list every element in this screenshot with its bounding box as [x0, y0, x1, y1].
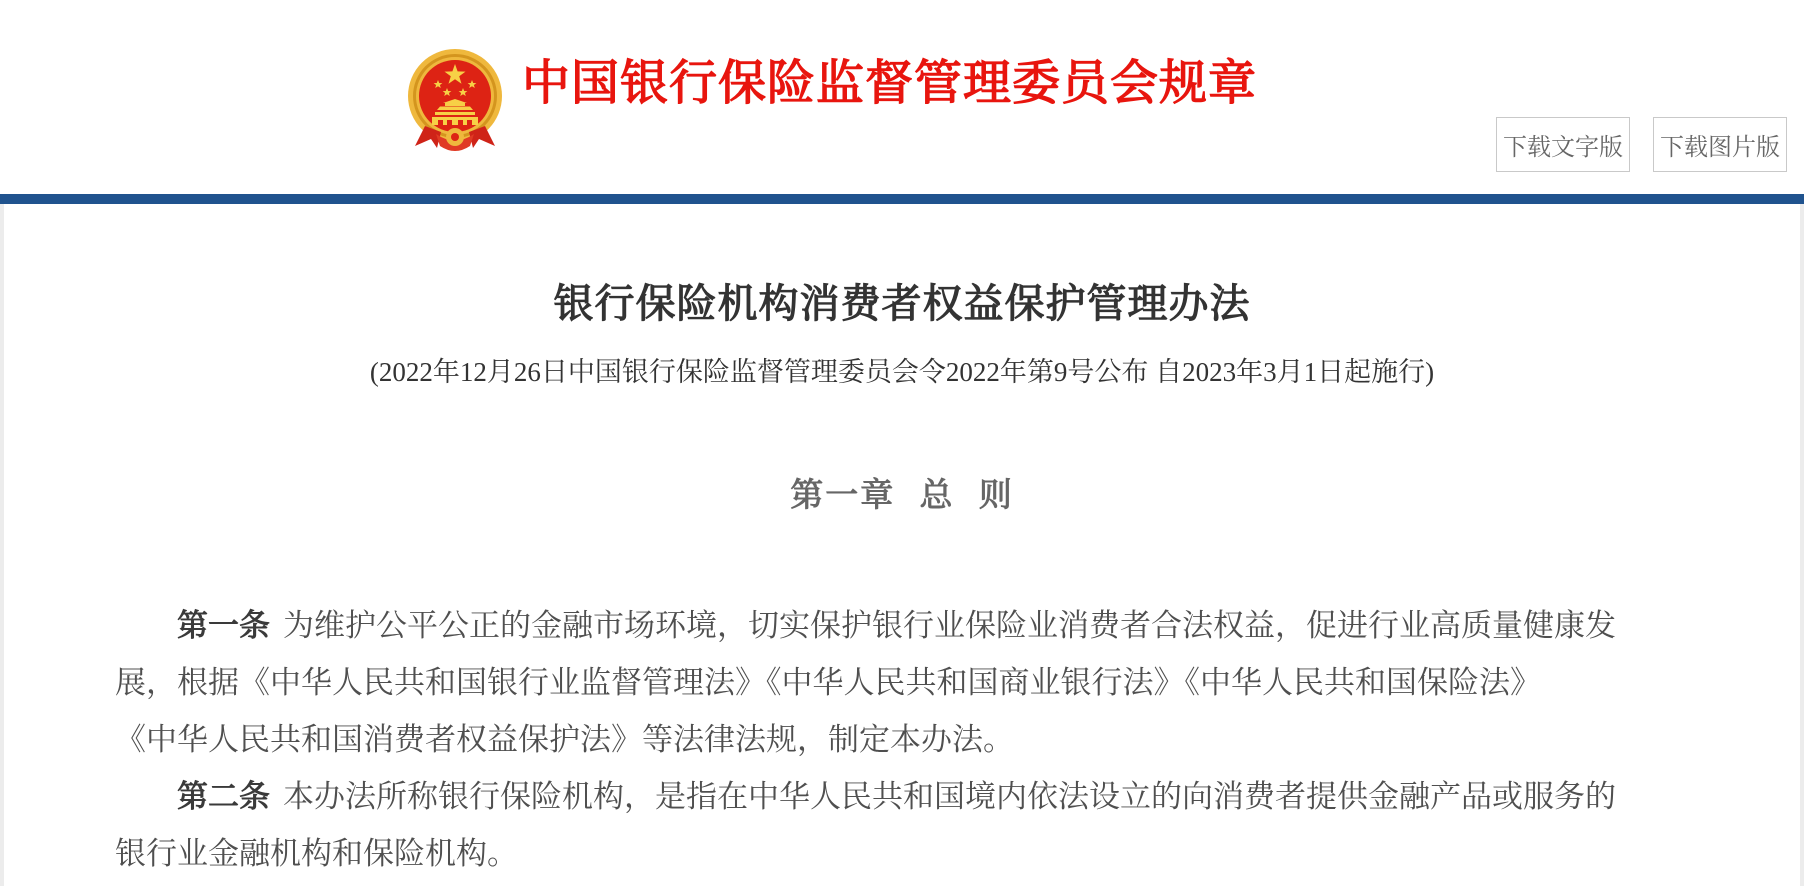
document-subtitle: (2022年12月26日中国银行保险监督管理委员会令2022年第9号公布 自2023年3月1日起施行)	[369, 357, 1435, 387]
article-2-lead: 第二条	[177, 779, 270, 814]
paragraph-1-line-3: 《中华人民共和国消费者权益保护法》等法律法规，制定本办法。	[115, 722, 1014, 757]
article-1-text: 为维护公平公正的金融市场环境，切实保护银行业保险业消费者合法权益，促进行业高质量健康发	[283, 608, 1616, 643]
document-body	[115, 597, 1704, 882]
paragraph-1-line-2: 展，根据《中华人民共和国银行业监督管理法》《中华人民共和国商业银行法》《中华人民共和国保险法》	[115, 665, 1541, 700]
article-1-lead: 第一条	[177, 608, 270, 643]
document-title: 银行保险机构消费者权益保护管理办法	[553, 281, 1251, 326]
paragraph-1-line-1	[115, 597, 1704, 654]
download-image-version-button[interactable]: 下载图片版	[1653, 117, 1787, 172]
china-national-emblem-icon	[403, 46, 507, 154]
site-title: 中国银行保险监督管理委员会规章	[522, 57, 1258, 110]
chapter-heading: 第一章 总 则	[790, 478, 1014, 514]
article-2-text: 本办法所称银行保险机构，是指在中华人民共和国境内依法设立的向消费者提供金融产品或服务的	[283, 779, 1616, 814]
page-header	[0, 0, 1804, 194]
download-text-version-button[interactable]: 下载文字版	[1496, 117, 1630, 172]
header-divider-bar	[0, 194, 1804, 204]
paragraph-2-line-2: 银行业金融机构和保险机构。	[115, 836, 518, 871]
paragraph-2-line-1	[115, 768, 1704, 825]
